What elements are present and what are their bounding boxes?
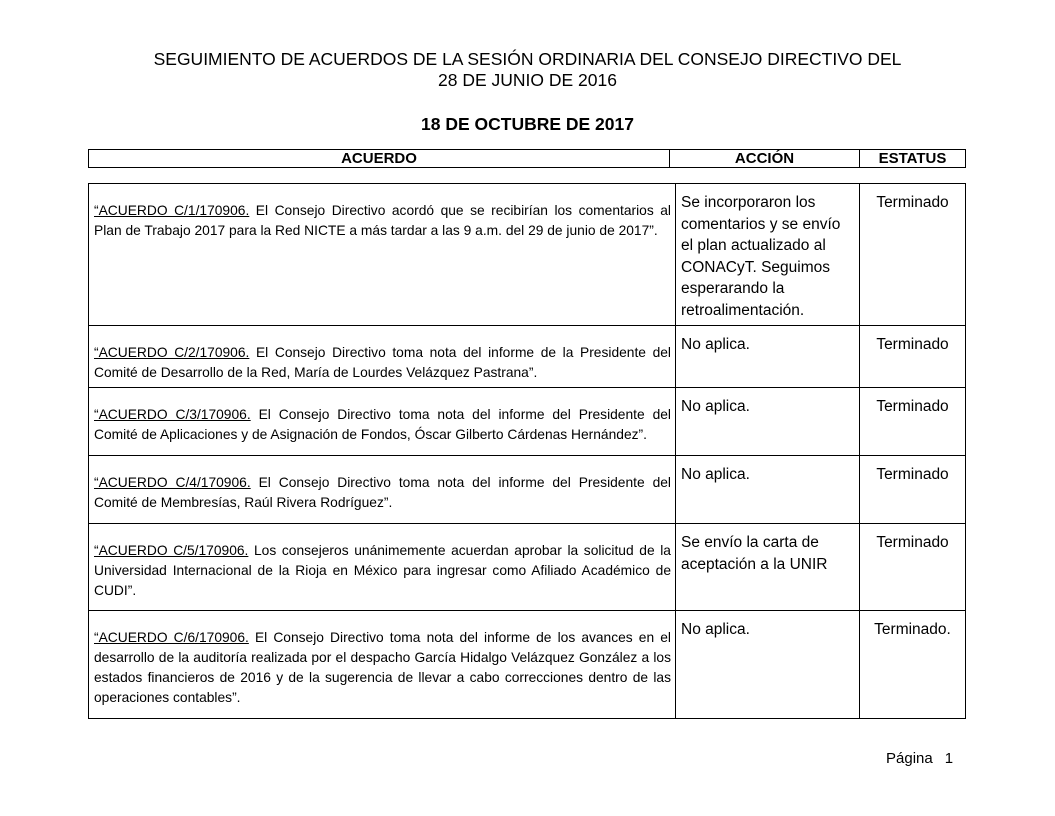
header-acuerdo: ACUERDO <box>89 150 670 168</box>
page-value: 1 <box>944 750 954 767</box>
estatus-cell: Terminado <box>860 388 966 456</box>
table-row <box>89 388 966 456</box>
acuerdo-cell <box>89 326 676 388</box>
acuerdo-cell <box>89 388 676 456</box>
document-title <box>0 49 1055 91</box>
accion-cell: Se incorporaron los comentarios y se envío el plan actualizado al CONACyT. Seguimos esperarando la retroalimentación. <box>676 184 860 326</box>
acuerdo-ref: “ACUERDO C/1/170906. <box>94 203 250 218</box>
acuerdo-ref: “ACUERDO C/6/170906. <box>94 630 249 645</box>
estatus-cell: Terminado <box>860 524 966 611</box>
acuerdo-text: Los consejeros unánimemente acuerdan aprobar la solicitud de la Universidad Internacional de la Rioja en México para ingresar como Afiliado Académico de CUDI”. <box>94 543 671 598</box>
header-estatus: ESTATUS <box>860 150 966 168</box>
table-row <box>89 184 966 326</box>
acuerdo-cell <box>89 456 676 524</box>
acuerdo-text: El Consejo Directivo toma nota del informe de los avances en el desarrollo de la auditoría realizada por el despacho García Hidalgo Velázquez González a los estados financieros de 2016 y de la sugerencia de llevar a cabo correcciones dentro de las operaciones contables”. <box>94 630 671 705</box>
acuerdo-text: El Consejo Directivo toma nota del informe de la Presidente del Comité de Desarrollo de la Red, María de Lourdes Velázquez Pastrana”. <box>94 345 671 380</box>
acuerdo-cell <box>89 611 676 719</box>
acuerdo-ref: “ACUERDO C/5/170906. <box>94 543 249 558</box>
table-row <box>89 456 966 524</box>
title-line-2: 28 DE JUNIO DE 2016 <box>438 70 617 90</box>
header-table <box>88 149 966 168</box>
accion-cell: No aplica. <box>676 326 860 388</box>
estatus-cell: Terminado <box>860 326 966 388</box>
header-accion: ACCIÓN <box>670 150 860 168</box>
table-row <box>89 524 966 611</box>
acuerdo-ref: “ACUERDO C/2/170906. <box>94 345 250 360</box>
acuerdo-cell <box>89 184 676 326</box>
estatus-cell: Terminado <box>860 184 966 326</box>
acuerdo-text: El Consejo Directivo toma nota del informe del Presidente del Comité de Membresías, Raúl Rivera Rodríguez”. <box>94 475 671 510</box>
accion-cell: No aplica. <box>676 456 860 524</box>
acuerdo-cell <box>89 524 676 611</box>
title-line-1: SEGUIMIENTO DE ACUERDOS DE LA SESIÓN ORDINARIA DEL CONSEJO DIRECTIVO DEL <box>153 49 902 69</box>
accion-cell: No aplica. <box>676 388 860 456</box>
acuerdo-ref: “ACUERDO C/4/170906. <box>94 475 251 490</box>
acuerdo-ref: “ACUERDO C/3/170906. <box>94 407 251 422</box>
agreements-table <box>88 183 966 719</box>
estatus-cell: Terminado <box>860 456 966 524</box>
accion-cell: Se envío la carta de aceptación a la UNIR <box>676 524 860 611</box>
session-date: 18 DE OCTUBRE DE 2017 <box>421 114 634 134</box>
estatus-cell: Terminado. <box>860 611 966 719</box>
page-number <box>886 750 953 767</box>
acuerdo-text: El Consejo Directivo toma nota del informe del Presidente del Comité de Aplicaciones y de Asignación de Fondos, Óscar Gilberto Cárdenas Hernández”. <box>94 407 671 442</box>
table-row <box>89 326 966 388</box>
accion-cell: No aplica. <box>676 611 860 719</box>
acuerdo-text: El Consejo Directivo acordó que se recibirían los comentarios al Plan de Trabajo 2017 para la Red NICTE a más tardar a las 9 a.m. del 29 de junio de 2017”. <box>94 203 671 238</box>
table-row <box>89 611 966 719</box>
page-label: Página <box>886 750 933 767</box>
